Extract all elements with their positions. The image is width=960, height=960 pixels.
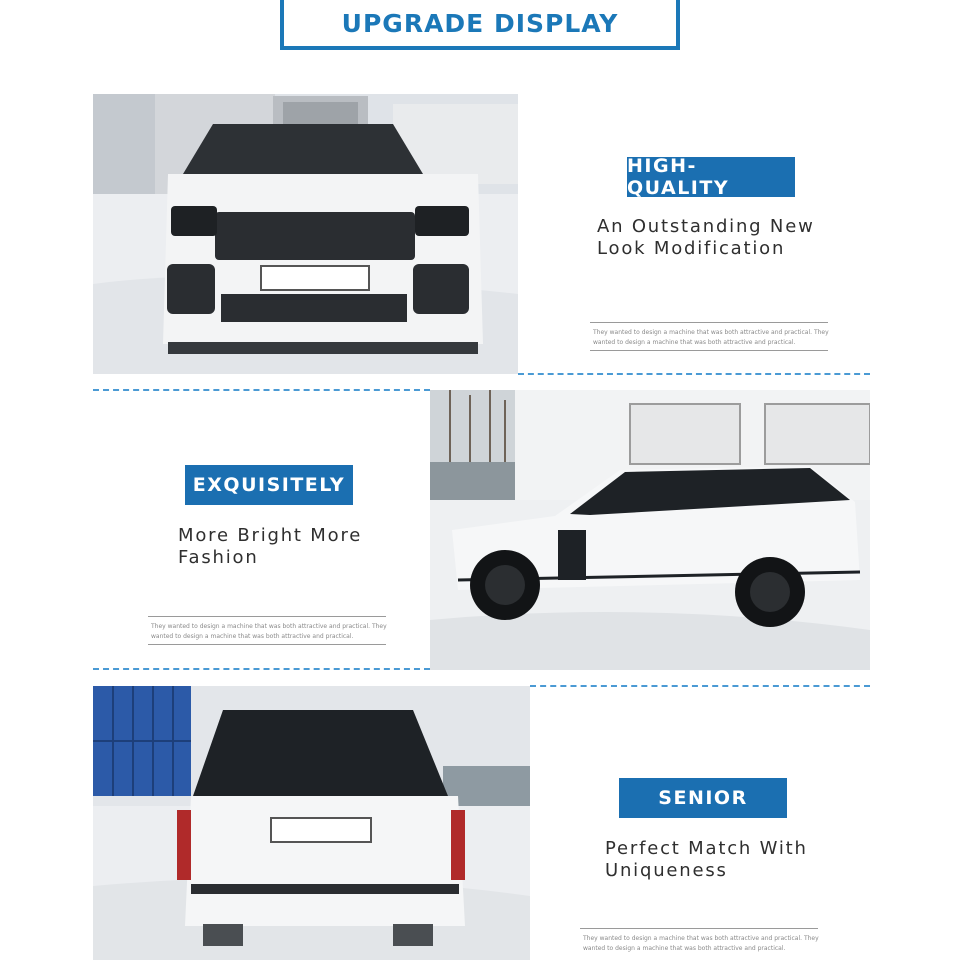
badge-exquisitely: EXQUISITELY	[185, 465, 353, 505]
dashed-separator	[93, 668, 430, 670]
caption-line: wanted to design a machine that was both attractive and practical.	[593, 339, 796, 346]
car-rear-photo	[93, 686, 530, 960]
headline-line: Fashion	[178, 547, 259, 568]
headline-line: Perfect Match With	[605, 838, 808, 859]
headline-line: Uniqueness	[605, 860, 728, 881]
caption-section-3	[583, 934, 819, 954]
header-banner	[280, 0, 680, 50]
caption-line: They wanted to design a machine that was both attractive and practical. They	[151, 623, 387, 630]
dashed-separator	[518, 373, 870, 375]
badge-high-quality: HIGH-QUALITY	[627, 157, 795, 197]
page-title: UPGRADE DISPLAY	[341, 8, 619, 38]
caption-line: They wanted to design a machine that was both attractive and practical. They	[593, 329, 829, 336]
caption-line: wanted to design a machine that was both attractive and practical.	[151, 633, 354, 640]
caption-line: They wanted to design a machine that was both attractive and practical. They	[583, 935, 819, 942]
caption-line: wanted to design a machine that was both attractive and practical.	[583, 945, 786, 952]
dashed-separator	[530, 685, 870, 687]
car-side-photo	[430, 390, 870, 670]
dashed-separator	[93, 389, 430, 391]
divider	[148, 616, 386, 617]
caption-section-2	[151, 622, 387, 642]
divider	[148, 644, 386, 645]
headline-line: An Outstanding New	[597, 216, 815, 237]
caption-section-1	[593, 328, 829, 348]
headline-section-2	[178, 525, 418, 569]
divider	[590, 322, 828, 323]
headline-line: Look Modification	[597, 238, 786, 259]
divider	[580, 928, 818, 929]
headline-section-1	[597, 216, 897, 260]
headline-line: More Bright More	[178, 525, 363, 546]
badge-senior: SENIOR	[619, 778, 787, 818]
divider	[590, 350, 828, 351]
car-front-photo	[93, 94, 518, 374]
headline-section-3	[605, 838, 905, 882]
